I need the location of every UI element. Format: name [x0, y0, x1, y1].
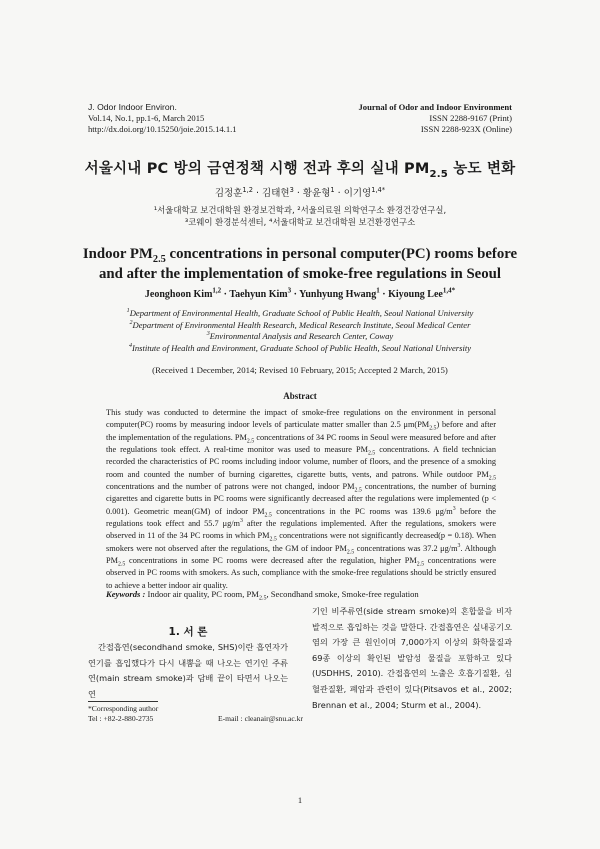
english-affil-line	[0, 331, 600, 343]
section-title: 1. 서 론	[168, 626, 208, 638]
received-dates: (Received 1 December, 2014; Revised 10 February, 2015; Accepted 2 March, 2015)	[152, 365, 448, 375]
tel: Tel : +82-2-880-2735	[88, 714, 154, 723]
affil-text: Environmental Analysis and Research Center, Coway	[209, 331, 394, 342]
doi-link[interactable]: http://dx.doi.org/10.15250/joie.2015.14.1.1	[88, 124, 237, 134]
english-affil-line	[0, 320, 600, 332]
unit-sup: 3	[452, 505, 456, 512]
korean-affil-line: ³코웨이 환경분석센터, ⁴서울대학교 보건대학원 보건환경연구소	[184, 216, 416, 227]
korean-title-sub: 2.5	[429, 168, 449, 180]
abstract-text: This study was conducted to determine the impact of smoke-free regulations on the environment in personal computer(PC) rooms by measuring indoor levels of particulate matter smaller than 2.5 μm(PM	[106, 408, 496, 430]
english-author: Jeonghoon Kim	[144, 289, 213, 300]
english-affiliations	[0, 308, 600, 355]
keywords	[106, 589, 496, 602]
english-title-sub: 2.5	[152, 253, 166, 265]
english-authors	[0, 286, 600, 300]
english-affil-line	[0, 308, 600, 320]
author-separator: ·	[291, 289, 300, 300]
affil-sup: 1	[126, 308, 130, 315]
pm-sub: 2.5	[269, 537, 277, 544]
pm-sub: 2.5	[429, 426, 437, 432]
abstract-text: after the regulations implemented. After the regulations, smokers were observed in 11 of the 34 PC rooms in which PM	[106, 519, 497, 541]
english-title-post: concentrations in personal computer(PC) rooms before	[165, 246, 518, 262]
page-number: 1	[297, 795, 303, 805]
pm-sub: 2.5	[346, 549, 355, 556]
english-title-pre: Indoor PM	[82, 246, 153, 262]
affil-text: Department of Environmental Health, Graduate School of Public Health, Seoul National University	[129, 308, 474, 318]
english-author: Taehyun Kim	[229, 289, 288, 300]
author-sup: 3	[289, 185, 294, 194]
author-sup: 1,2	[212, 286, 222, 295]
pm-sub: 2.5	[264, 512, 272, 519]
author-separator: ·	[334, 188, 344, 199]
affil-sup: 3	[206, 331, 210, 338]
abstract-text: concentrations in some PC rooms were decreased after the regulation, higher PM	[125, 556, 417, 566]
keywords-label: Keywords :	[106, 589, 146, 599]
korean-author: 김정훈	[214, 188, 243, 199]
contact-row	[88, 714, 328, 724]
author-separator: ·	[293, 188, 303, 199]
abstract-text: concentrations was 37.2 μg/m	[354, 543, 458, 553]
pm-sub: 2.5	[367, 450, 376, 457]
footnote	[88, 704, 328, 724]
korean-author: 김태현	[262, 188, 290, 199]
unit-sup: 3	[240, 518, 243, 525]
affil-text: Institute of Health and Environment, Graduate School of Public Health, Seoul National University	[131, 343, 472, 354]
author-sup: 1,4*	[442, 286, 456, 295]
journal-full-name: Journal of Odor and Indoor Environment	[358, 102, 512, 112]
abstract-text: concentrations were not significantly decreased(p = 0.18). When smokers were not observed after the regulations, the GM of indoor PM	[106, 531, 497, 553]
abstract-heading: Abstract	[283, 391, 317, 401]
author-sup: 1	[330, 185, 335, 194]
journal-header-left	[88, 102, 237, 135]
author-sup: 1	[376, 286, 380, 295]
korean-title	[0, 157, 600, 178]
korean-author: 이기영	[343, 188, 372, 199]
pm-sub: 2.5	[488, 475, 496, 482]
right-column-text: 기인 비주류연(side stream smoke)의 혼합물을 비자발적으로 흡입하는 것을 말한다. 간접흡연은 실내공기오염의 가장 큰 원인이며 7,000가지 이상의 화학물질과 69종 이상의 확인된 발암성 물질을 포함하고 있다(USDHHS, 2010). 간접흡연의 노출은 호흡기질환, 심혈관질환, 폐암과 관련이 있다(Pitsavos et al., 2002; Brennan et al., 2004; Sturm et al., 2004).	[312, 606, 512, 710]
pm-sub: 2.5	[416, 561, 424, 568]
affil-text: Department of Environmental Health Research, Medical Research Institute, Seoul Medical Center	[132, 319, 471, 330]
korean-affil-line: ¹서울대학교 보건대학원 환경보건학과, ²서울의료원 의학연구소 환경건강연구실,	[153, 205, 447, 215]
abstract-text: concentrations, the number of burning cigarettes and cigarette butts in PC rooms were significantly decreased after the regulations were implemented (p < 0.001). Geometric mean(GM) of indoor PM	[106, 482, 496, 516]
volume-info: Vol.14, No.1, pp.1-6, March 2015	[88, 113, 205, 123]
korean-title-pre: 서울시내 PC 방의 금연정책 시행 전과 후의 실내 PM	[84, 161, 430, 177]
abstract-text: . Although PM	[106, 543, 496, 566]
korean-authors	[0, 185, 600, 199]
keywords-text: Indoor air quality, PC room, PM	[145, 589, 259, 599]
abstract-text: concentrations of 34 PC rooms in Seoul were measured before and after the regulations took effect. A real-time monitor was used to measure PM	[106, 432, 497, 455]
abstract-text: concentrations. A field technician recorded the characteristics of PC rooms including indoor volume, number of floors, and the presence of a smoking room and counted the number of burning cigarettes, cigarette butts, vents, and patrons. While outdoor PM	[106, 445, 496, 479]
english-author: Yunhyung Hwang	[299, 289, 377, 300]
pm-sub: 2.5	[246, 438, 255, 445]
email[interactable]: E-mail : cleanair@snu.ac.kr	[218, 714, 304, 723]
corresponding-author: *Corresponding author	[88, 704, 159, 713]
issn-print: ISSN 2288-9167 (Print)	[429, 113, 512, 123]
affil-sup: 4	[128, 343, 132, 350]
abstract-text: concentrations in the PC rooms was 139.6 μg/m	[271, 506, 453, 516]
author-sup: 1,2	[242, 185, 253, 194]
pm-sub: 2.5	[118, 561, 126, 568]
author-sup: 1,4*	[371, 185, 386, 194]
author-separator: ·	[221, 289, 230, 300]
korean-affiliations	[0, 205, 600, 228]
english-title-line2: and after the implementation of smoke-free regulations in Seoul	[99, 266, 501, 282]
footnote-rule	[88, 701, 158, 702]
korean-author: 황윤형	[302, 188, 331, 199]
left-column-text	[88, 640, 288, 702]
pm-sub: 2.5	[354, 487, 362, 494]
author-sup: 3	[287, 286, 292, 295]
pm-sub: 2.5	[258, 595, 267, 602]
english-author: Kiyoung Lee	[388, 289, 443, 300]
unit-sup: 3	[457, 543, 461, 550]
abstract-text: concentrations and the number of patrons were not changed, indoor PM	[106, 482, 355, 492]
author-separator: ·	[252, 188, 263, 199]
issn-online: ISSN 2288-923X (Online)	[420, 124, 512, 134]
journal-short-name: J. Odor Indoor Environ.	[88, 102, 177, 112]
korean-title-post: 농도 변화	[448, 161, 516, 177]
abstract-text: before the regulations took effect and 55.7 μg/m	[106, 506, 496, 529]
affil-sup: 2	[129, 319, 133, 326]
abstract-text: ) before and after the implementation of the regulations. PM	[106, 420, 496, 442]
english-affil-line	[0, 343, 600, 355]
body-text: 간접흡연(secondhand smoke, SHS)이란 흡연자가 연기를 흡입했다가 다시 내뿜을 때 나오는 연기인 주류연(main stream smoke)과 담배 끝이 타면서 나오는 연	[88, 642, 288, 699]
author-separator: ·	[379, 289, 389, 300]
journal-header-right	[358, 102, 512, 135]
abstract-text: concentrations were observed in PC rooms with smokers. As such, compliance with the smoke-free regulations should be strictly ensured to achieve a better indoor air quality.	[106, 556, 496, 590]
abstract-body	[106, 407, 496, 592]
english-title	[40, 244, 560, 284]
keywords-text: , Secondhand smoke, Smoke-free regulation	[266, 589, 419, 599]
